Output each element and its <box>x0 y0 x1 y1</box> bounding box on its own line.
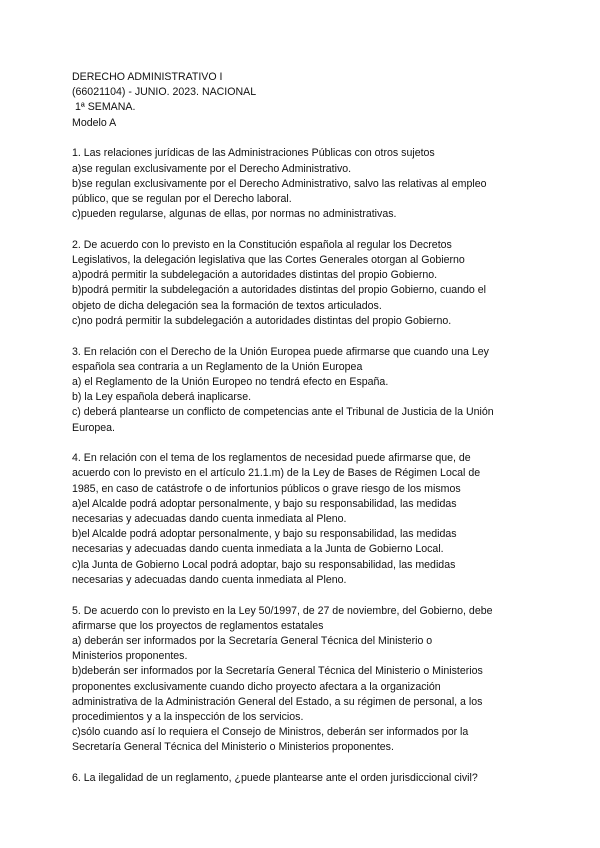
question-text: 2. De acuerdo con lo previsto en la Constitución española al regular los Decretos <box>72 238 452 251</box>
question-spacer <box>72 756 542 772</box>
question-spacer <box>72 222 542 238</box>
question-line: público, que se regulan por el Derecho laboral. <box>72 192 292 205</box>
question-line: Ministerios proponentes. <box>72 650 188 663</box>
subject-title: DERECHO ADMINISTRATIVO I <box>72 71 223 83</box>
question-line: española sea contraria a un Reglamento de la Unión Europea <box>72 360 363 373</box>
question-line: acuerdo con lo previsto en el artículo 21.1.m) de la Ley de Bases de Régimen Local de <box>72 467 481 480</box>
question-line: afirmarse que los proyectos de reglamentos estatales <box>72 619 324 632</box>
exam-page <box>72 70 542 786</box>
question-text: 5. De acuerdo con lo previsto en la Ley 50/1997, de 27 de noviembre, del Gobierno, debe <box>72 604 493 617</box>
question-line: b)deberán ser informados por la Secretaría General Técnica del Ministerio o Ministerios <box>72 665 483 678</box>
question-line: a) el Reglamento de la Unión Europeo no tendrá efecto en España. <box>72 375 389 388</box>
question-line: b)el Alcalde podrá adoptar personalmente, y bajo su responsabilidad, las medidas <box>72 528 457 541</box>
question-spacer <box>72 436 542 452</box>
question-2 <box>72 238 542 329</box>
exam-code: (66021104) - JUNIO. 2023. NACIONAL <box>72 86 257 99</box>
question-line: proponentes exclusivamente cuando dicho proyecto afectara a la organización <box>72 680 441 693</box>
exam-header <box>72 70 542 131</box>
question-line: necesarias y adecuadas dando cuenta inmediata al Pleno. <box>72 573 347 586</box>
question-line: procedimientos y a la inspección de los servicios. <box>72 711 304 724</box>
question-line: c)pueden regularse, algunas de ellas, por normas no administrativas. <box>72 208 397 221</box>
question-line: Europea. <box>72 421 115 434</box>
question-line: necesarias y adecuadas dando cuenta inmediata a la Junta de Gobierno Local. <box>72 543 444 556</box>
question-line: a)se regulan exclusivamente por el Derecho Administrativo. <box>72 162 352 175</box>
question-line: objeto de dicha delegación sea la formación de textos articulados. <box>72 299 382 312</box>
question-spacer <box>72 329 542 345</box>
question-6 <box>72 771 542 786</box>
question-line: a)podrá permitir la subdelegación a autoridades distintas del propio Gobierno. <box>72 269 438 282</box>
question-line: c)no podrá permitir la subdelegación a autoridades distintas del propio Gobierno. <box>72 314 452 327</box>
question-line: c)la Junta de Gobierno Local podrá adoptar, bajo su responsabilidad, las medidas <box>72 558 456 571</box>
question-line: b) la Ley española deberá inaplicarse. <box>72 391 252 404</box>
question-line: 1985, en caso de catástrofe o de infortunios públicos o grave riesgo de los mismos <box>72 482 461 495</box>
question-line: administrativa de la Administración General del Estado, a su régimen de personal, a los <box>72 695 483 708</box>
question-text: 3. En relación con el Derecho de la Unión Europea puede afirmarse que cuando una Ley <box>72 345 489 358</box>
question-text: 4. En relación con el tema de los reglamentos de necesidad puede afirmarse que, de <box>72 452 471 465</box>
question-text: 6. La ilegalidad de un reglamento, ¿puede plantearse ante el orden jurisdiccional civil? <box>72 772 478 785</box>
exam-week: 1ª SEMANA. <box>72 101 136 114</box>
question-3 <box>72 345 542 436</box>
exam-model: Modelo A <box>72 116 117 129</box>
question-1 <box>72 146 542 222</box>
question-4 <box>72 451 542 588</box>
question-text: 1. Las relaciones jurídicas de las Administraciones Públicas con otros sujetos <box>72 147 435 160</box>
question-line: necesarias y adecuadas dando cuenta inmediata al Pleno. <box>72 513 347 526</box>
question-line: Secretaría General Técnica del Ministerio o Ministerios proponentes. <box>72 741 394 754</box>
question-line: c)sólo cuando así lo requiera el Consejo de Ministros, deberán ser informados por la <box>72 726 469 739</box>
question-spacer <box>72 131 542 147</box>
question-line: a) deberán ser informados por la Secretaría General Técnica del Ministerio o <box>72 635 433 647</box>
question-line: b)se regulan exclusivamente por el Derecho Administrativo, salvo las relativas al empleo <box>72 177 487 190</box>
question-line: c) deberá plantearse un conflicto de competencias ante el Tribunal de Justicia de la Unión <box>72 406 494 419</box>
questions-list <box>72 131 542 787</box>
question-5 <box>72 604 542 756</box>
question-spacer <box>72 588 542 604</box>
question-line: a)el Alcalde podrá adoptar personalmente, y bajo su responsabilidad, las medidas <box>72 497 457 510</box>
question-line: Legislativos, la delegación legislativa que las Cortes Generales otorgan al Gobierno <box>72 254 465 267</box>
question-line: b)podrá permitir la subdelegación a autoridades distintas del propio Gobierno, cuando el <box>72 284 487 297</box>
